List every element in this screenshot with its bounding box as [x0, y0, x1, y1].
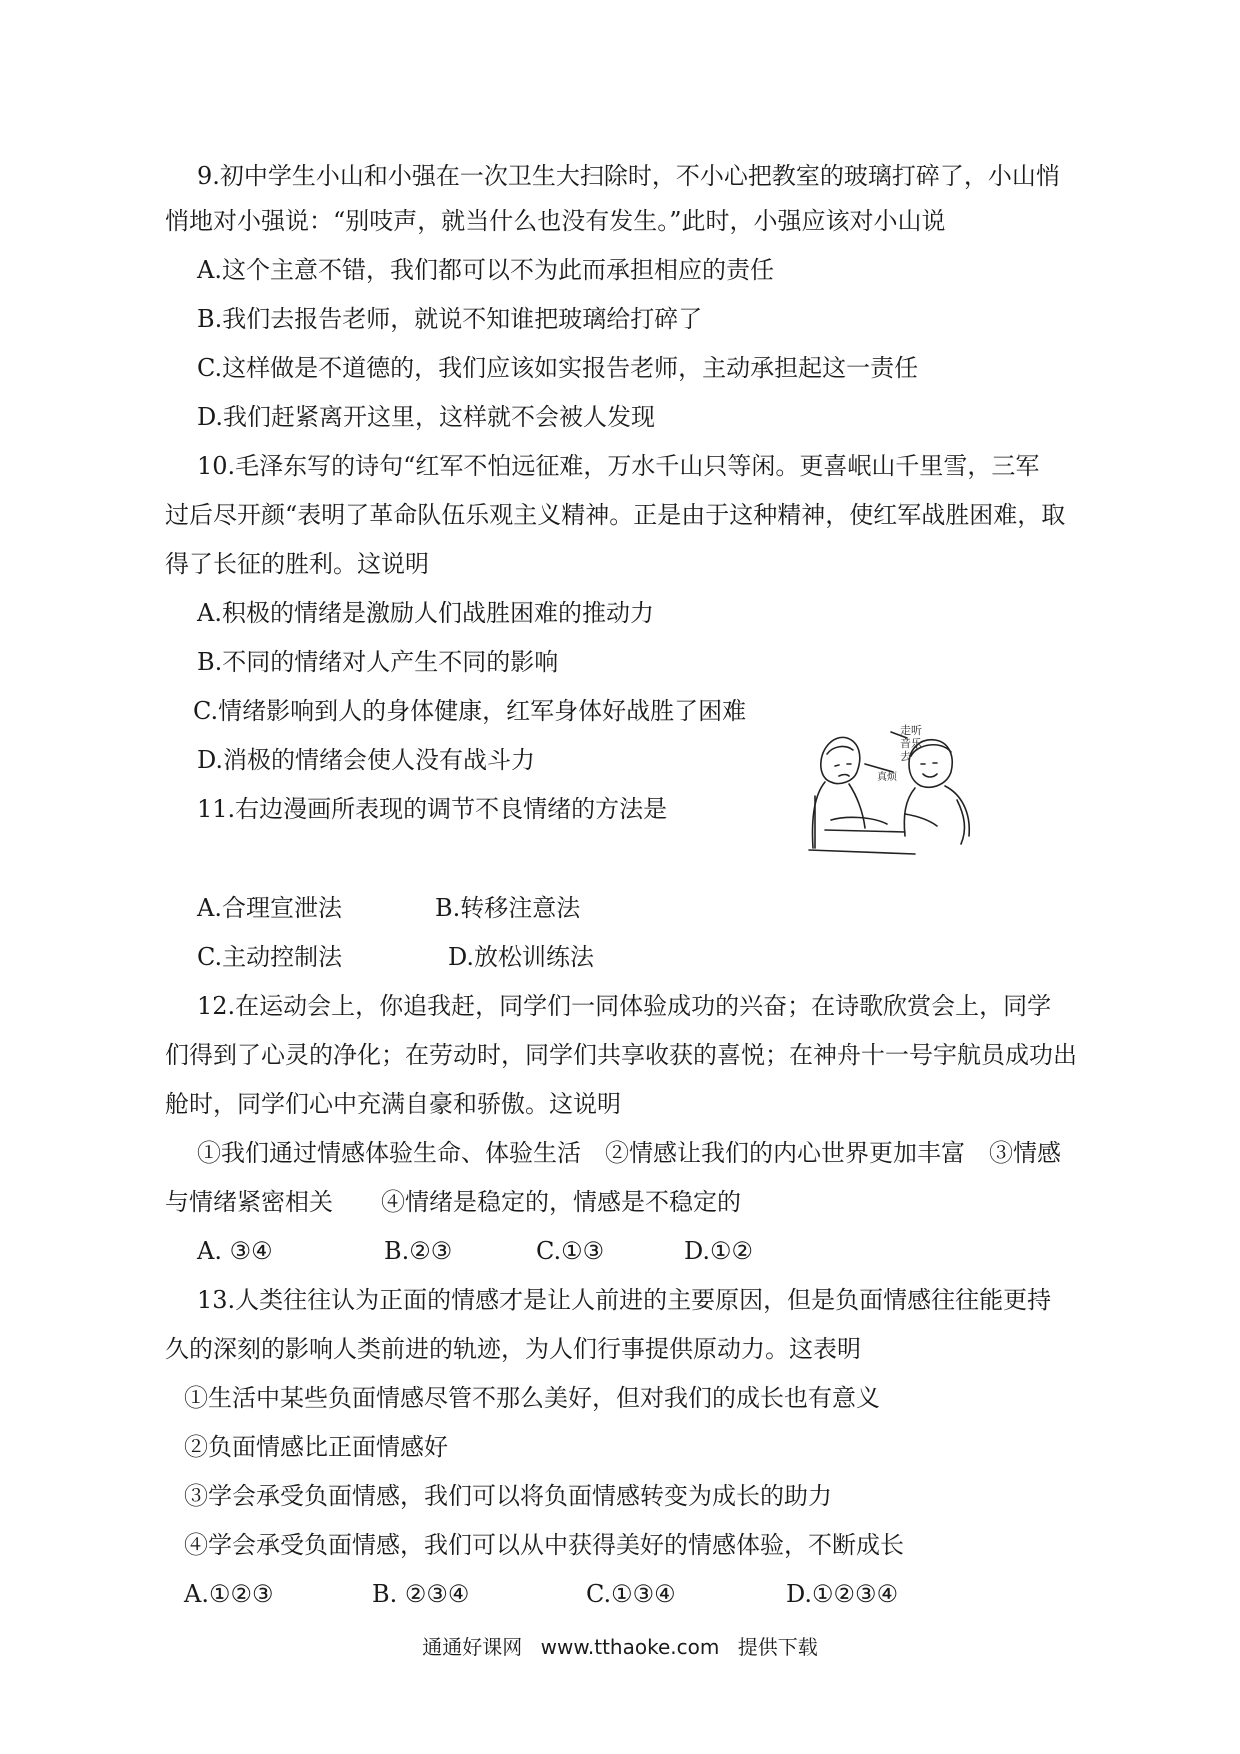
q13-stem-line2: 久的深刻的影响人类前进的轨迹，为人们行事提供原动力。这表明	[165, 1335, 861, 1363]
page-footer	[0, 1634, 1240, 1660]
q9-stem-line2: 悄地对小强说：“别吱声，就当什么也没有发生。”此时，小强应该对小山说	[165, 207, 946, 235]
q10-stem-line2: 过后尽开颜“表明了革命队伍乐观主义精神。正是由于这种精神，使红军战胜困难，取	[165, 501, 1066, 529]
q12-option-c: C.①③	[536, 1237, 605, 1265]
footer-site-name: 通通好课网	[422, 1635, 523, 1659]
q9-option-a: A.这个主意不错，我们都可以不为此而承担相应的责任	[197, 256, 774, 284]
q9-stem-line1: 9.初中学生小山和小强在一次卫生大扫除时，不小心把教室的玻璃打碎了，小山悄	[197, 162, 1060, 190]
q9-option-d: D.我们赶紧离开这里，这样就不会被人发现	[197, 403, 656, 431]
q12-statements-line1: ①我们通过情感体验生命、体验生活 ②情感让我们的内心世界更加丰富 ③情感	[197, 1139, 1061, 1167]
q13-statement-3: ③学会承受负面情感，我们可以将负面情感转变为成长的助力	[184, 1482, 832, 1510]
footer-note: 提供下载	[737, 1635, 818, 1659]
footer-url[interactable]: www.tthaoke.com	[540, 1635, 720, 1659]
cartoon-illustration	[805, 720, 985, 860]
q13-statement-2: ②负面情感比正面情感好	[184, 1433, 448, 1461]
q10-stem-line3: 得了长征的胜利。这说明	[165, 550, 429, 578]
q12-stem-line3: 舱时，同学们心中充满自豪和骄傲。这说明	[165, 1090, 621, 1118]
q10-option-b: B.不同的情绪对人产生不同的影响	[197, 648, 559, 676]
q13-option-d: D.①②③④	[786, 1580, 899, 1608]
q13-statement-4: ④学会承受负面情感，我们可以从中获得美好的情感体验，不断成长	[184, 1531, 904, 1559]
q11-option-c: C.主动控制法	[197, 943, 343, 971]
q11-option-b: B.转移注意法	[435, 894, 581, 922]
q13-option-c: C.①③④	[586, 1580, 676, 1608]
q12-statements-line2: 与情绪紧密相关 ④情绪是稳定的，情感是不稳定的	[165, 1188, 741, 1216]
q11-stem: 11.右边漫画所表现的调节不良情绪的方法是	[197, 795, 668, 823]
q10-option-c: C.情绪影响到人的身体健康，红军身体好战胜了困难	[193, 697, 747, 725]
q11-option-d: D.放松训练法	[448, 943, 595, 971]
q9-option-b: B.我们去报告老师，就说不知谁把玻璃给打碎了	[197, 305, 703, 333]
q13-option-a: A.①②③	[184, 1580, 274, 1608]
cartoon-speech-line3: 去	[900, 750, 911, 763]
q10-stem-line1: 10.毛泽东写的诗句“红军不怕远征难，万水千山只等闲。更喜岷山千里雪，三军	[197, 452, 1040, 480]
q12-option-d: D.①②	[684, 1237, 754, 1265]
cartoon-speech-line1: 走听	[900, 724, 922, 737]
q13-statement-1: ①生活中某些负面情感尽管不那么美好，但对我们的成长也有意义	[184, 1384, 880, 1412]
q11-option-a: A.合理宣泄法	[197, 894, 342, 922]
q13-option-b: B. ②③④	[372, 1580, 470, 1608]
q10-option-d: D.消极的情绪会使人没有战斗力	[197, 746, 536, 774]
q10-option-a: A.积极的情绪是激励人们战胜困难的推动力	[197, 599, 654, 627]
cartoon-speech-line2: 音乐	[900, 737, 922, 750]
q13-stem-line1: 13.人类往往认为正面的情感才是让人前进的主要原因，但是负面情感往往能更持	[197, 1286, 1052, 1314]
q9-option-c: C.这样做是不道德的，我们应该如实报告老师，主动承担起这一责任	[197, 354, 919, 382]
q12-stem-line1: 12.在运动会上，你追我赶，同学们一同体验成功的兴奋；在诗歌欣赏会上，同学	[197, 992, 1052, 1020]
cartoon-label: 真烦	[877, 772, 897, 783]
q12-option-b: B.②③	[384, 1237, 453, 1265]
q12-stem-line2: 们得到了心灵的净化；在劳动时，同学们共享收获的喜悦；在神舟十一号宇航员成功出	[165, 1041, 1077, 1069]
q12-option-a: A. ③④	[197, 1237, 273, 1265]
